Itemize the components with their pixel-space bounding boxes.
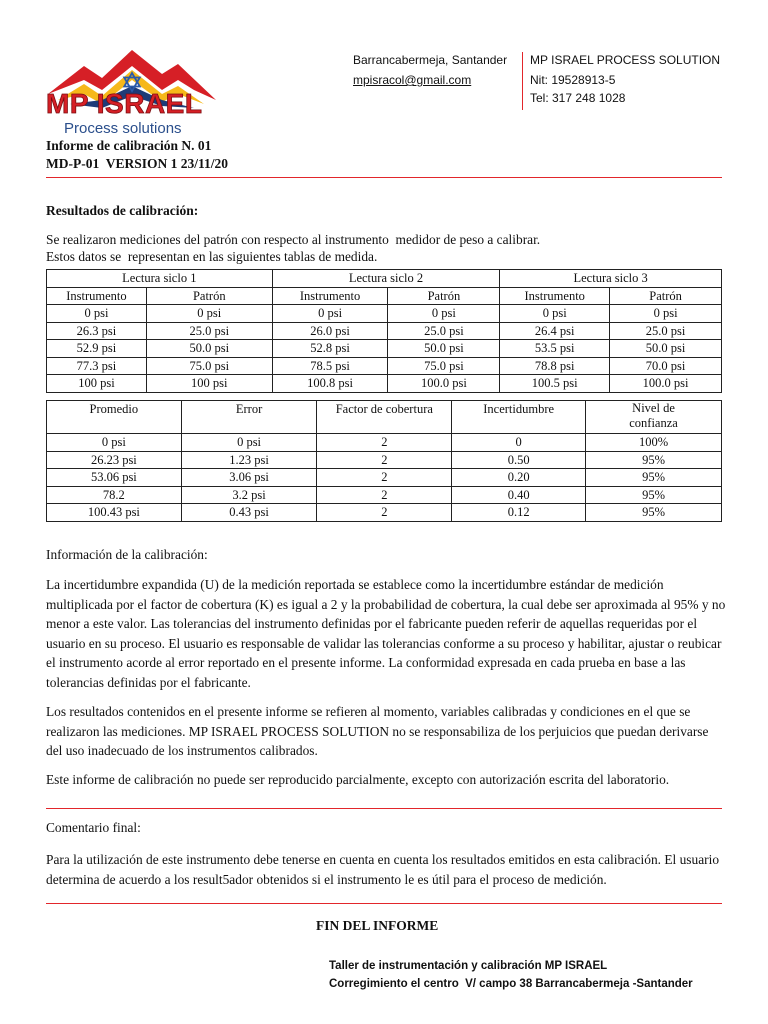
table-row (47, 401, 722, 434)
column-header: Factor de cobertura (317, 401, 452, 434)
intro-line-2: Estos datos se representan en las siguientes tablas de medida. (46, 249, 378, 264)
results-table (46, 400, 722, 522)
readings-table (46, 269, 722, 393)
table-cell: 0 psi (181, 434, 317, 452)
table-cell: 25.0 psi (610, 322, 722, 340)
table-cell: 70.0 psi (610, 357, 722, 375)
table-cell: 0.50 (452, 451, 586, 469)
table-cell: 2 (317, 434, 452, 452)
table-cell: 0 psi (47, 434, 182, 452)
table-cell: 50.0 psi (610, 340, 722, 358)
cycle-header: Lectura siclo 1 (47, 270, 273, 288)
column-header: Promedio (47, 401, 182, 434)
table-cell: 26.4 psi (500, 322, 610, 340)
table-row (47, 340, 722, 358)
comment-rule (46, 903, 722, 904)
table-cell: 1.23 psi (181, 451, 317, 469)
column-header: Patrón (146, 287, 272, 305)
table-cell: 75.0 psi (146, 357, 272, 375)
table-row (47, 270, 722, 288)
table-cell: 0 psi (47, 305, 147, 323)
table-cell: 100.0 psi (610, 375, 722, 393)
table-cell: 0 psi (272, 305, 388, 323)
column-header: Instrumento (272, 287, 388, 305)
table-cell: 50.0 psi (146, 340, 272, 358)
table-cell: 0.40 (452, 486, 586, 504)
table-cell: 0 psi (610, 305, 722, 323)
info-heading: Información de la calibración: (46, 547, 208, 562)
report-code: MD-P-01 VERSION 1 23/11/20 (46, 156, 229, 171)
table-row (47, 469, 722, 487)
table-cell: 25.0 psi (146, 322, 272, 340)
logo-name: MP ISRAEL (46, 88, 203, 119)
section-title: Resultados de calibración: (46, 203, 199, 218)
table-row (47, 375, 722, 393)
table-cell: 95% (586, 486, 722, 504)
table-cell: 100% (586, 434, 722, 452)
table-cell: 26.0 psi (272, 322, 388, 340)
table-cell: 2 (317, 504, 452, 522)
table-cell: 78.5 psi (272, 357, 388, 375)
table-cell: 0.12 (452, 504, 586, 522)
table-cell: 100.8 psi (272, 375, 388, 393)
header-divider (522, 52, 523, 110)
info-paragraph-2: Los resultados contenidos en el presente informe se refieren al momento, variables calibradas y condiciones en el que se realizaron las mediciones. MP ISRAEL PROCESS SOLUTION no se responsabiliza de los perjuicios que puedan derivarse del uso inadecuado de los instrumentos calibrados. (46, 704, 709, 758)
report-title: Informe de calibración N. 01 (46, 138, 212, 153)
header-location: Barrancabermeja, Santander (353, 53, 508, 67)
header-rule (46, 177, 722, 178)
table-cell: 100 psi (47, 375, 147, 393)
table-row (47, 305, 722, 323)
table-cell: 2 (317, 451, 452, 469)
company-logo (44, 44, 224, 140)
info-paragraph-3: Este informe de calibración no puede ser reproducido parcialmente, excepto con autorización escrita del laboratorio. (46, 772, 670, 787)
table-cell: 0.20 (452, 469, 586, 487)
info-paragraph-1: La incertidumbre expandida (U) de la medición reportada se establece como la incertidumbre estándar de medición multiplicada por el factor de cobertura (K) es igual a 2 y la probabilidad de cobertura, la cual debe ser aproximada al 95% y no menor a este valor. Las tolerancias del instrumento definidas por el fabricante pueden referir de aquellas requeridas por el usuario en su proceso. El usuario es responsable de validar las tolerancias conforme a su proceso y habilitar, ajustar o reubicar el instrumento acorde al error reportado en el presente informe. La conformidad expresada en cada prueba en base a las tolerancias definidas por el fabricante. (46, 577, 726, 690)
table-cell: 95% (586, 504, 722, 522)
table-row (47, 287, 722, 305)
footer-line-2: Corregimiento el centro V/ campo 38 Barrancabermeja -Santander (329, 978, 693, 990)
table-cell: 0 psi (388, 305, 500, 323)
header-company: MP ISRAEL PROCESS SOLUTION (530, 53, 721, 67)
table-cell: 2 (317, 469, 452, 487)
column-header: Error (181, 401, 317, 434)
table-cell: 95% (586, 469, 722, 487)
table-cell: 0 (452, 434, 586, 452)
header-tel: Tel: 317 248 1028 (530, 91, 626, 105)
header-nit: Nit: 19528913-5 (530, 73, 616, 87)
table-cell: 52.8 psi (272, 340, 388, 358)
table-cell: 52.9 psi (47, 340, 147, 358)
table-cell: 78.2 (47, 486, 182, 504)
column-header: Incertidumbre (452, 401, 586, 434)
table-cell: 0.43 psi (181, 504, 317, 522)
end-of-report: FIN DEL INFORME (316, 918, 439, 933)
table-cell: 26.3 psi (47, 322, 147, 340)
logo-tagline: Process solutions (64, 120, 182, 137)
table-row (47, 504, 722, 522)
comment-paragraph: Para la utilización de este instrumento debe tenerse en cuenta en cuenta los resultados emitidos en esta calibración. El usuario determina de acuerdo a los result5ador obtenidos si el instrumento le es útil para el proceso de medición. (46, 852, 720, 887)
table-row (47, 451, 722, 469)
table-row (47, 434, 722, 452)
table-cell: 100.0 psi (388, 375, 500, 393)
table-cell: 95% (586, 451, 722, 469)
table-cell: 53.06 psi (47, 469, 182, 487)
table-cell: 100.5 psi (500, 375, 610, 393)
table-cell: 2 (317, 486, 452, 504)
column-header: Patrón (610, 287, 722, 305)
column-header: Nivel de confianza (586, 401, 722, 434)
table-cell: 0 psi (500, 305, 610, 323)
table-row (47, 357, 722, 375)
table-cell: 100.43 psi (47, 504, 182, 522)
cycle-header: Lectura siclo 2 (272, 270, 500, 288)
column-header: Instrumento (500, 287, 610, 305)
table-cell: 100 psi (146, 375, 272, 393)
table-cell: 78.8 psi (500, 357, 610, 375)
column-header: Instrumento (47, 287, 147, 305)
table-cell: 26.23 psi (47, 451, 182, 469)
intro-line-1: Se realizaron mediciones del patrón con respecto al instrumento medidor de peso a calibrar. (46, 232, 541, 247)
table-cell: 53.5 psi (500, 340, 610, 358)
table-cell: 77.3 psi (47, 357, 147, 375)
table-row (47, 322, 722, 340)
table-cell: 25.0 psi (388, 322, 500, 340)
table-cell: 3.2 psi (181, 486, 317, 504)
table-row (47, 486, 722, 504)
column-header: Patrón (388, 287, 500, 305)
comment-heading: Comentario final: (46, 820, 141, 835)
cycle-header: Lectura siclo 3 (500, 270, 722, 288)
table-cell: 75.0 psi (388, 357, 500, 375)
footer-line-1: Taller de instrumentación y calibración MP ISRAEL (329, 960, 608, 972)
table-cell: 50.0 psi (388, 340, 500, 358)
table-cell: 3.06 psi (181, 469, 317, 487)
table-cell: 0 psi (146, 305, 272, 323)
header-email-link[interactable]: mpisracol@gmail.com (353, 73, 472, 87)
info-rule (46, 808, 722, 809)
